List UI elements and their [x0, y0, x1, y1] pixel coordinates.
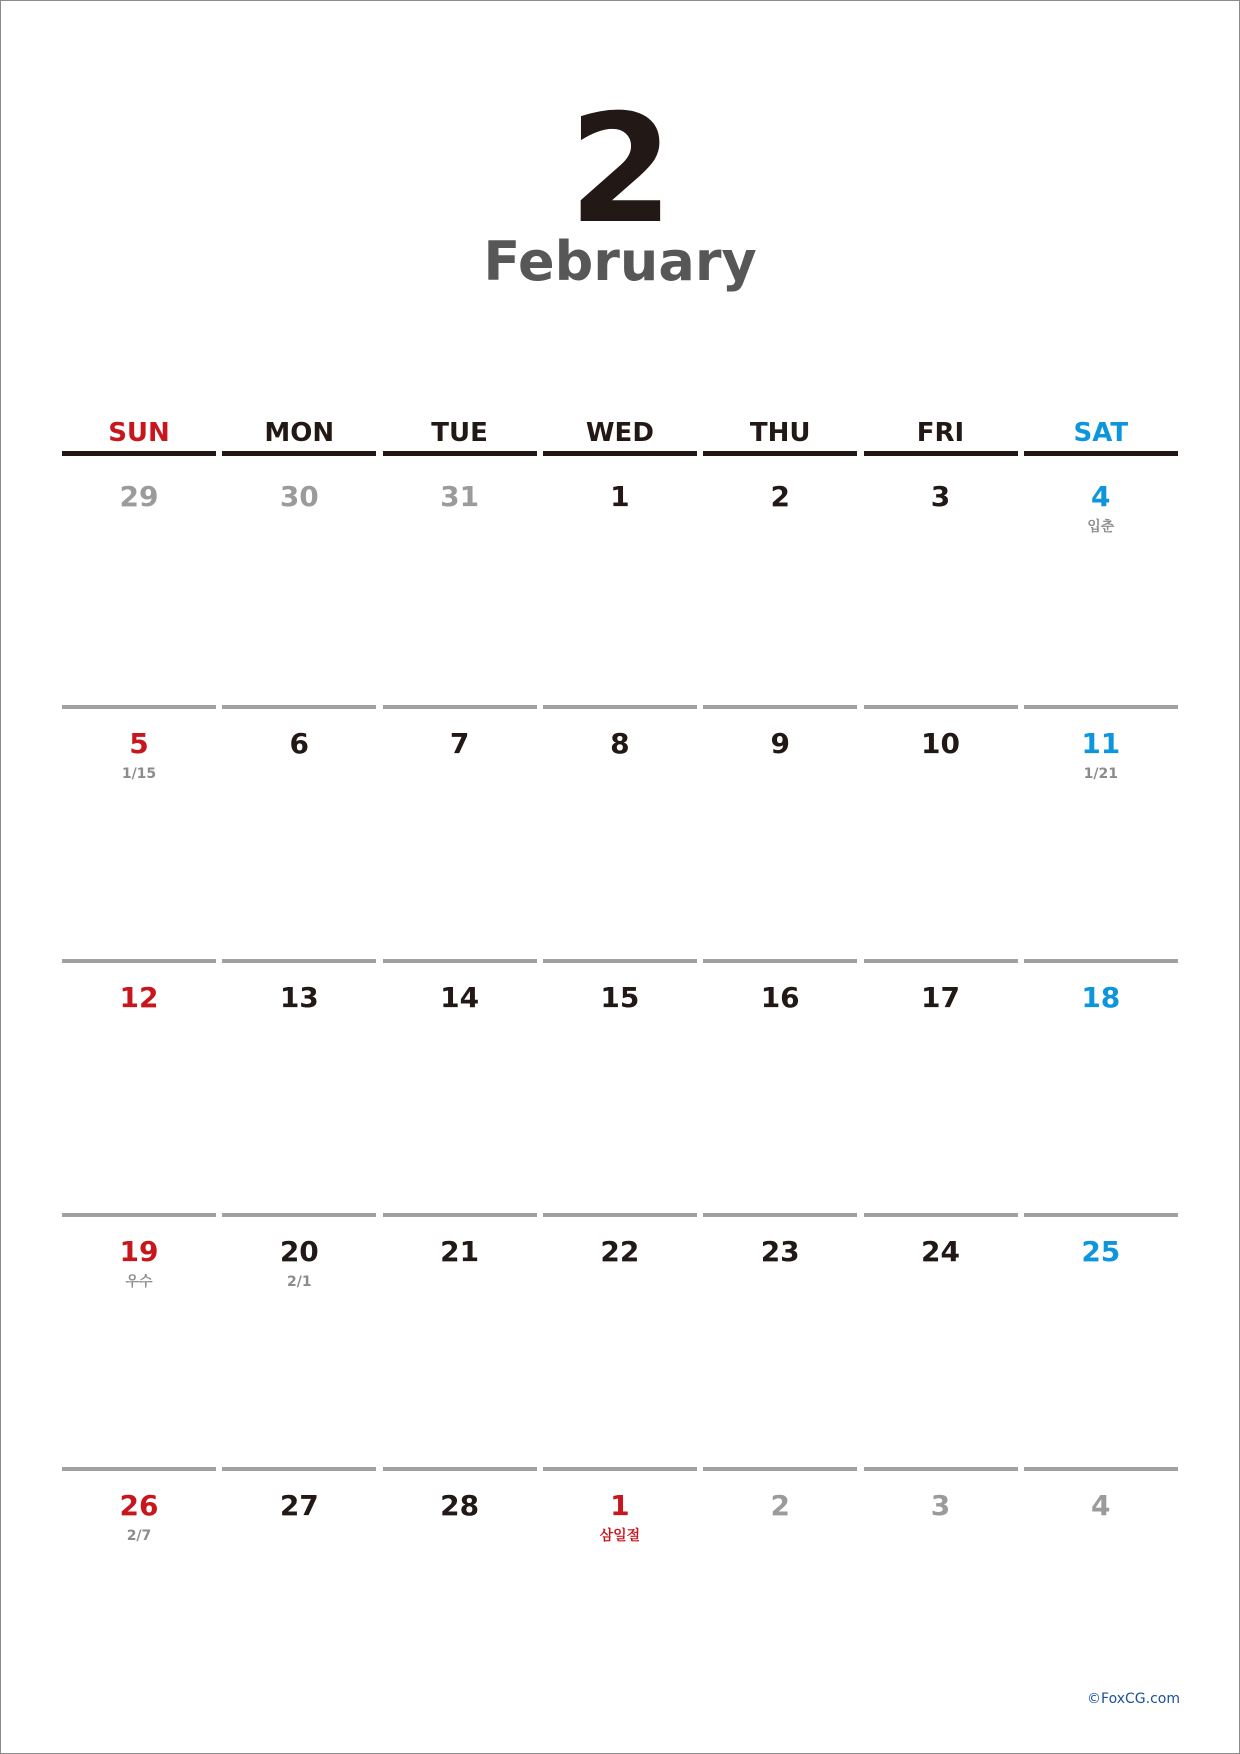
day-number: 16	[760, 981, 800, 1014]
header-rule	[1024, 451, 1178, 456]
day-number: 21	[440, 1235, 480, 1268]
weekday-header-sun: SUN	[108, 418, 170, 448]
day-number: 7	[449, 727, 470, 760]
weekday-header-tue: TUE	[431, 418, 488, 448]
day-number: 9	[770, 727, 790, 760]
weekday-header-fri: FRI	[916, 418, 965, 448]
week-divider	[222, 705, 376, 709]
week-divider	[62, 1467, 216, 1471]
day-note: 입춘	[1087, 519, 1115, 535]
header-rule	[62, 451, 216, 456]
day-number: 4	[1091, 1489, 1111, 1522]
day-note: 1/21	[1083, 766, 1118, 782]
day-note: 2/7	[126, 1528, 152, 1544]
header-rule	[864, 451, 1018, 456]
header-rule	[222, 451, 376, 456]
day-note: 삼일절	[599, 1528, 641, 1544]
week-divider	[62, 959, 216, 963]
header-rule	[543, 451, 697, 456]
week-divider	[703, 705, 857, 709]
day-number: 2	[770, 480, 790, 513]
day-number: 12	[119, 981, 159, 1014]
week-divider	[383, 705, 537, 709]
day-number: 30	[279, 480, 319, 513]
week-divider	[543, 705, 697, 709]
day-number: 1	[610, 1489, 630, 1522]
week-divider	[864, 1467, 1018, 1471]
week-divider	[543, 959, 697, 963]
week-divider	[543, 1213, 697, 1217]
week-divider	[1024, 1213, 1178, 1217]
copyright-text: ©FoxCG.com	[1087, 1691, 1180, 1707]
week-divider	[864, 1213, 1018, 1217]
day-number: 19	[119, 1235, 159, 1268]
week-divider	[543, 1467, 697, 1471]
week-divider	[703, 1467, 857, 1471]
day-number: 22	[600, 1235, 640, 1268]
week-divider	[222, 1213, 376, 1217]
day-number: 4	[1091, 480, 1111, 513]
day-number: 25	[1081, 1235, 1121, 1268]
day-number: 2	[770, 1489, 790, 1522]
week-divider	[222, 959, 376, 963]
week-divider	[383, 959, 537, 963]
header-rule	[703, 451, 857, 456]
day-note: 우수	[125, 1274, 153, 1290]
weekday-header-mon: MON	[264, 418, 335, 448]
day-number: 23	[760, 1235, 800, 1268]
week-divider	[864, 705, 1018, 709]
weekday-header-thu: THU	[749, 418, 811, 448]
weekday-header-sat: SAT	[1073, 418, 1129, 448]
week-divider	[1024, 1467, 1178, 1471]
week-divider	[1024, 959, 1178, 963]
day-number: 28	[440, 1489, 480, 1522]
header-rule	[383, 451, 537, 456]
week-divider	[383, 1213, 537, 1217]
day-number: 13	[279, 981, 319, 1014]
month-name: February	[483, 230, 757, 293]
week-divider	[62, 705, 216, 709]
week-divider	[1024, 705, 1178, 709]
day-number: 20	[279, 1235, 319, 1268]
day-number: 10	[921, 727, 960, 760]
day-number: 24	[921, 1235, 960, 1268]
day-number: 6	[289, 727, 310, 760]
day-number: 8	[610, 727, 630, 760]
day-note: 1/15	[121, 766, 157, 782]
day-number: 29	[119, 480, 159, 513]
weekday-header-wed: WED	[585, 418, 654, 448]
week-divider	[383, 1467, 537, 1471]
day-number: 31	[440, 480, 480, 513]
week-divider	[222, 1467, 376, 1471]
day-note: 2/1	[286, 1274, 312, 1290]
day-number: 14	[440, 981, 480, 1014]
week-divider	[703, 1213, 857, 1217]
day-number: 15	[600, 981, 640, 1014]
day-number: 26	[119, 1489, 159, 1522]
day-number: 1	[610, 480, 630, 513]
day-number: 3	[930, 1489, 951, 1522]
week-divider	[62, 1213, 216, 1217]
day-number: 5	[129, 727, 149, 760]
month-number: 2	[568, 83, 672, 257]
day-number: 18	[1081, 981, 1121, 1014]
day-number: 3	[930, 480, 951, 513]
day-number: 27	[279, 1489, 319, 1522]
week-divider	[703, 959, 857, 963]
day-number: 17	[921, 981, 960, 1014]
day-number: 11	[1081, 727, 1121, 760]
week-divider	[864, 959, 1018, 963]
